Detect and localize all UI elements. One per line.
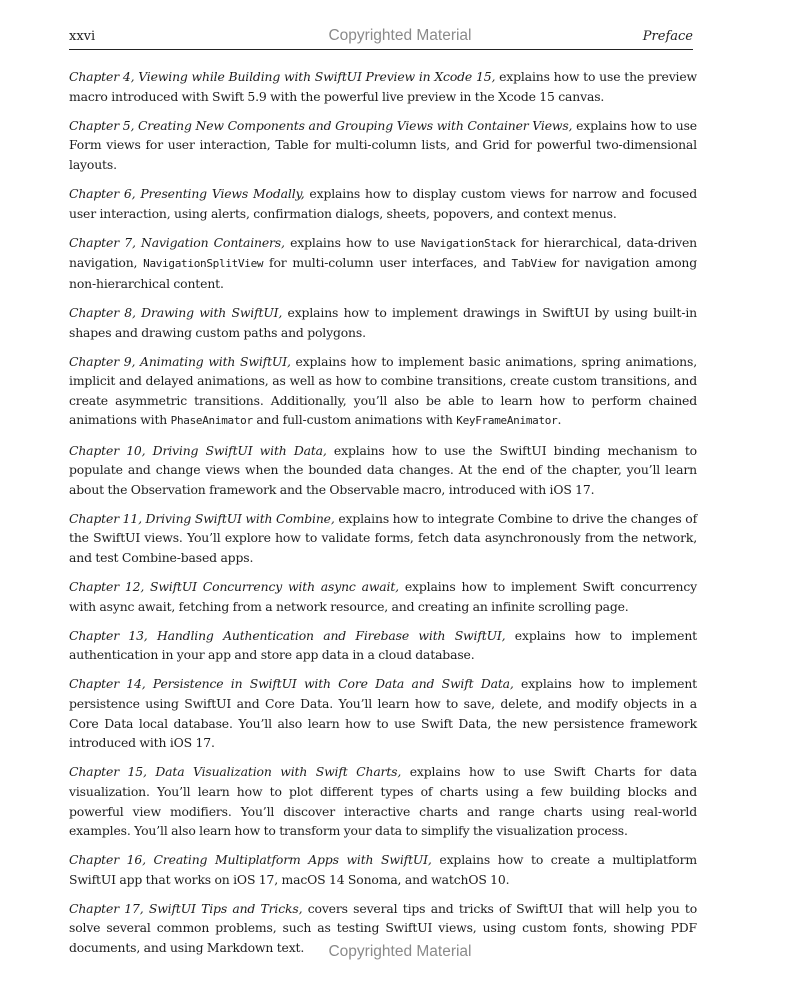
chapter-title: Chapter 15, Data Visualization with Swift Charts, bbox=[69, 764, 402, 780]
chapter-summary-paragraph bbox=[69, 674, 697, 752]
paragraph-text: explains how to implement Swift concurrency with async await, fetching from a network resource, and creating an infinite scrolling page. bbox=[69, 579, 697, 614]
chapter-summary-paragraph bbox=[69, 352, 697, 431]
paragraph-text: explains how to use bbox=[284, 234, 421, 250]
chapter-title: Chapter 13, Handling Authentication and Firebase with SwiftUI, bbox=[69, 627, 506, 643]
chapter-title: Chapter 10, Driving SwiftUI with Data, bbox=[69, 442, 327, 458]
chapter-title: Chapter 4, Viewing while Building with SwiftUI Preview in Xcode 15, bbox=[69, 69, 496, 84]
page-number: xxvi bbox=[69, 29, 96, 44]
chapter-summary-paragraph bbox=[69, 233, 697, 294]
chapter-title: Chapter 16, Creating Multiplatform Apps with SwiftUI, bbox=[69, 852, 432, 868]
code-identifier: KeyFrameAnimator bbox=[456, 414, 558, 428]
chapter-summary-paragraph bbox=[69, 67, 697, 106]
paragraph-text: explains how to implement authentication in your app and store app data in a cloud database. bbox=[69, 627, 697, 663]
paragraph-text: explains how to use the SwiftUI binding mechanism to populate and change views when the bounded data changes. At the end of the chapter, you’ll learn about the Observation framework and the Observable macro, introduced with iOS 17. bbox=[69, 442, 697, 497]
chapter-summary-paragraph bbox=[69, 626, 697, 665]
chapter-title: Chapter 11, Driving SwiftUI with Combine, bbox=[69, 510, 335, 526]
chapter-title: Chapter 17, SwiftUI Tips and Tricks, bbox=[69, 900, 303, 916]
chapter-title: Chapter 8, Drawing with SwiftUI, bbox=[69, 304, 283, 320]
chapter-summary-paragraph bbox=[69, 577, 697, 616]
chapter-title: Chapter 5, Creating New Components and Grouping Views with Container Views, bbox=[69, 117, 573, 133]
paragraph-text: for multi-column user interfaces, and bbox=[263, 255, 512, 271]
paragraph-text: explains how to implement persistence using SwiftUI and Core Data. You’ll learn how to save, delete, and modify objects in a Core Data local database. You’ll also learn how to use Swift Data, the new persistence framework introduced with iOS 17. bbox=[69, 676, 698, 751]
paragraph-text: covers several tips and tricks of SwiftUI that will help you to solve several common problems, such as testing SwiftUI views, using custom fonts, showing PDF documents, and using Markdown text. bbox=[69, 900, 697, 956]
chapter-title: Chapter 12, SwiftUI Concurrency with async await, bbox=[69, 579, 399, 595]
paragraph-text: explains how to implement basic animations, spring animations, implicit and delayed animations, as well as how to combine transitions, create custom transitions, and create asymmetric transitions. Additionally, you’ll also be able to learn how to perform chained animations with bbox=[69, 353, 697, 428]
paragraph-text: explains how to use Form views for user interaction, Table for multi-column lists, and Grid for powerful two-dimensional layouts. bbox=[69, 117, 697, 172]
header-rule bbox=[69, 49, 693, 50]
chapter-summary-paragraph bbox=[69, 441, 697, 500]
chapter-summary-paragraph bbox=[69, 303, 697, 342]
page-body bbox=[69, 67, 697, 967]
paragraph-text: explains how to use Swift Charts for data visualization. You’ll learn how to plot different types of charts using a few building blocks and powerful view modifiers. You’ll discover interactive charts and range charts using real-world examples. You’ll also learn how to transform your data to simplify the visualization process. bbox=[69, 764, 697, 839]
chapter-summary-paragraph bbox=[69, 116, 697, 175]
paragraph-text: and full-custom animations with bbox=[252, 412, 457, 428]
chapter-title: Chapter 7, Navigation Containers, bbox=[69, 234, 285, 250]
chapter-title: Chapter 6, Presenting Views Modally, bbox=[69, 185, 305, 201]
paragraph-text: explains how to display custom views for narrow and focused user interaction, using alerts, confirmation dialogs, sheets, popovers, and context menus. bbox=[69, 185, 697, 221]
chapter-title: Chapter 14, Persistence in SwiftUI with Core Data and Swift Data, bbox=[69, 676, 514, 692]
paragraph-text: explains how to create a multiplatform SwiftUI app that works on iOS 17, macOS 14 Sonoma, and watchOS 10. bbox=[69, 852, 697, 887]
chapter-summary-paragraph bbox=[69, 762, 697, 840]
paragraph-text: for hierarchical, data-driven navigation, bbox=[69, 234, 697, 271]
copyright-watermark-bottom: Copyrighted Material bbox=[328, 943, 472, 960]
running-head: Preface bbox=[642, 29, 693, 44]
code-identifier: NavigationSplitView bbox=[143, 257, 264, 271]
paragraph-text: . bbox=[557, 412, 562, 428]
paragraph-text: explains how to integrate Combine to drive the changes of the SwiftUI views. You’ll explore how to validate forms, fetch data asynchronously from the network, and test Combine-based apps. bbox=[69, 510, 698, 565]
paragraph-text: explains how to implement drawings in SwiftUI by using built-in shapes and drawing custom paths and polygons. bbox=[69, 304, 698, 340]
copyright-watermark-top: Copyrighted Material bbox=[328, 27, 472, 44]
chapter-summary-paragraph bbox=[69, 184, 697, 223]
code-identifier: NavigationStack bbox=[420, 236, 516, 250]
chapter-summary-paragraph bbox=[69, 509, 697, 568]
chapter-title: Chapter 9, Animating with SwiftUI, bbox=[69, 353, 291, 369]
chapter-summary-paragraph bbox=[69, 850, 697, 889]
code-identifier: PhaseAnimator bbox=[170, 414, 253, 428]
paragraph-text: for navigation among non-hierarchical content. bbox=[69, 255, 697, 291]
paragraph-text: explains how to use the preview macro introduced with Swift 5.9 with the powerful live preview in the Xcode 15 canvas. bbox=[69, 69, 697, 104]
code-identifier: TabView bbox=[511, 257, 556, 271]
